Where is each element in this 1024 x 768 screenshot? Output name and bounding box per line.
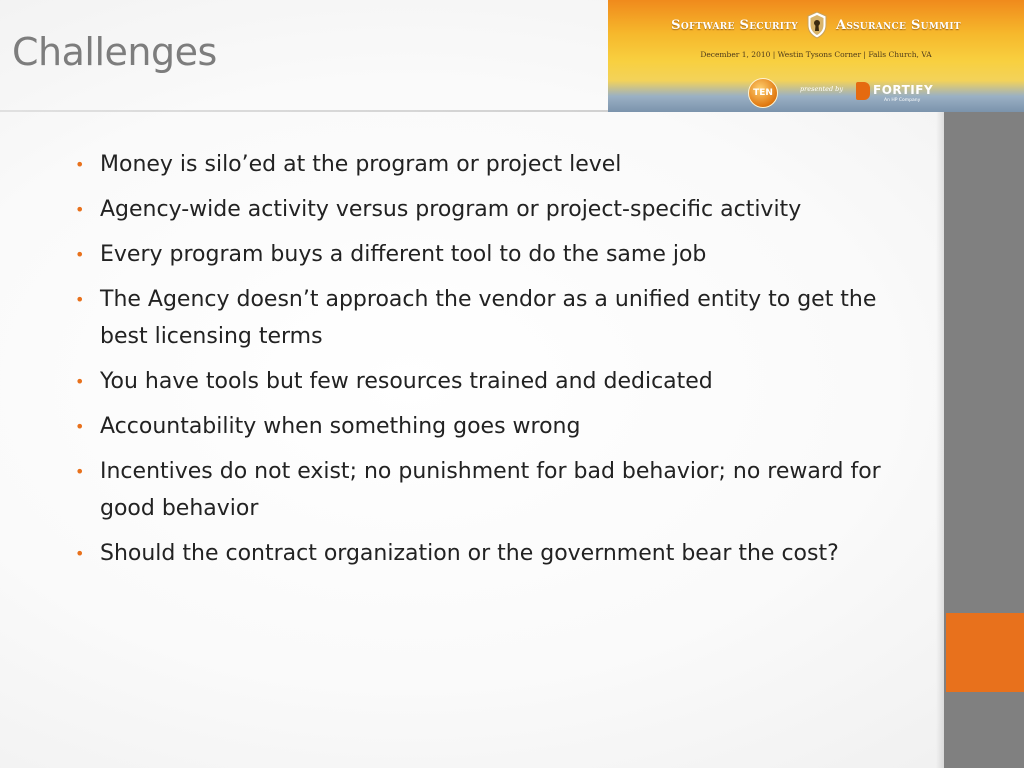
banner-title-right: Assurance Summit xyxy=(836,17,961,33)
bullet-dot-icon: • xyxy=(75,200,85,219)
bullet-item xyxy=(75,146,905,183)
presented-by-label: presented by xyxy=(800,85,844,93)
bullet-item xyxy=(75,281,905,355)
bullet-dot-icon: • xyxy=(75,155,85,174)
bullet-item xyxy=(75,453,905,527)
bullet-dot-icon: • xyxy=(75,544,85,563)
bullet-item xyxy=(75,191,905,228)
fortify-tagline: An HP Company xyxy=(884,98,921,103)
slide-title: Challenges xyxy=(12,30,217,74)
bullet-dot-icon: • xyxy=(75,245,85,264)
bullet-dot-icon: • xyxy=(75,290,85,309)
bullet-text: Agency-wide activity versus program or project-specific activity xyxy=(100,197,802,222)
bullet-dot-icon: • xyxy=(75,372,85,391)
bullet-dot-icon: • xyxy=(75,417,85,436)
bullet-text: The Agency doesn’t approach the vendor as a unified entity to get the best licensing terms xyxy=(100,287,877,349)
bullet-list xyxy=(75,146,905,580)
keyhole-shield-icon xyxy=(806,11,828,39)
banner-title-left: Software Security xyxy=(671,17,799,33)
bullet-item xyxy=(75,363,905,400)
sidebar-accent-block xyxy=(946,613,1024,692)
bullet-item xyxy=(75,236,905,273)
bullet-text: Incentives do not exist; no punishment for bad behavior; no reward for good behavior xyxy=(100,459,881,521)
bullet-text: Money is silo’ed at the program or project level xyxy=(100,152,622,177)
fortify-wordmark: FORTIFY xyxy=(873,83,934,97)
sidebar-shadow xyxy=(936,112,944,768)
bullet-item xyxy=(75,408,905,445)
ten-logo: TEN xyxy=(748,78,778,108)
bullet-text: Should the contract organization or the government bear the cost? xyxy=(100,541,839,566)
bullet-item xyxy=(75,535,905,572)
banner-title xyxy=(608,11,1024,39)
bullet-text: Accountability when something goes wrong xyxy=(100,414,581,439)
summit-banner xyxy=(608,0,1024,112)
bullet-text: You have tools but few resources trained and dedicated xyxy=(100,369,713,394)
bullet-text: Every program buys a different tool to do the same job xyxy=(100,242,707,267)
event-details: December 1, 2010 | Westin Tysons Corner | Falls Church, VA xyxy=(700,50,932,59)
fortify-mark-icon xyxy=(856,82,870,100)
bullet-dot-icon: • xyxy=(75,462,85,481)
